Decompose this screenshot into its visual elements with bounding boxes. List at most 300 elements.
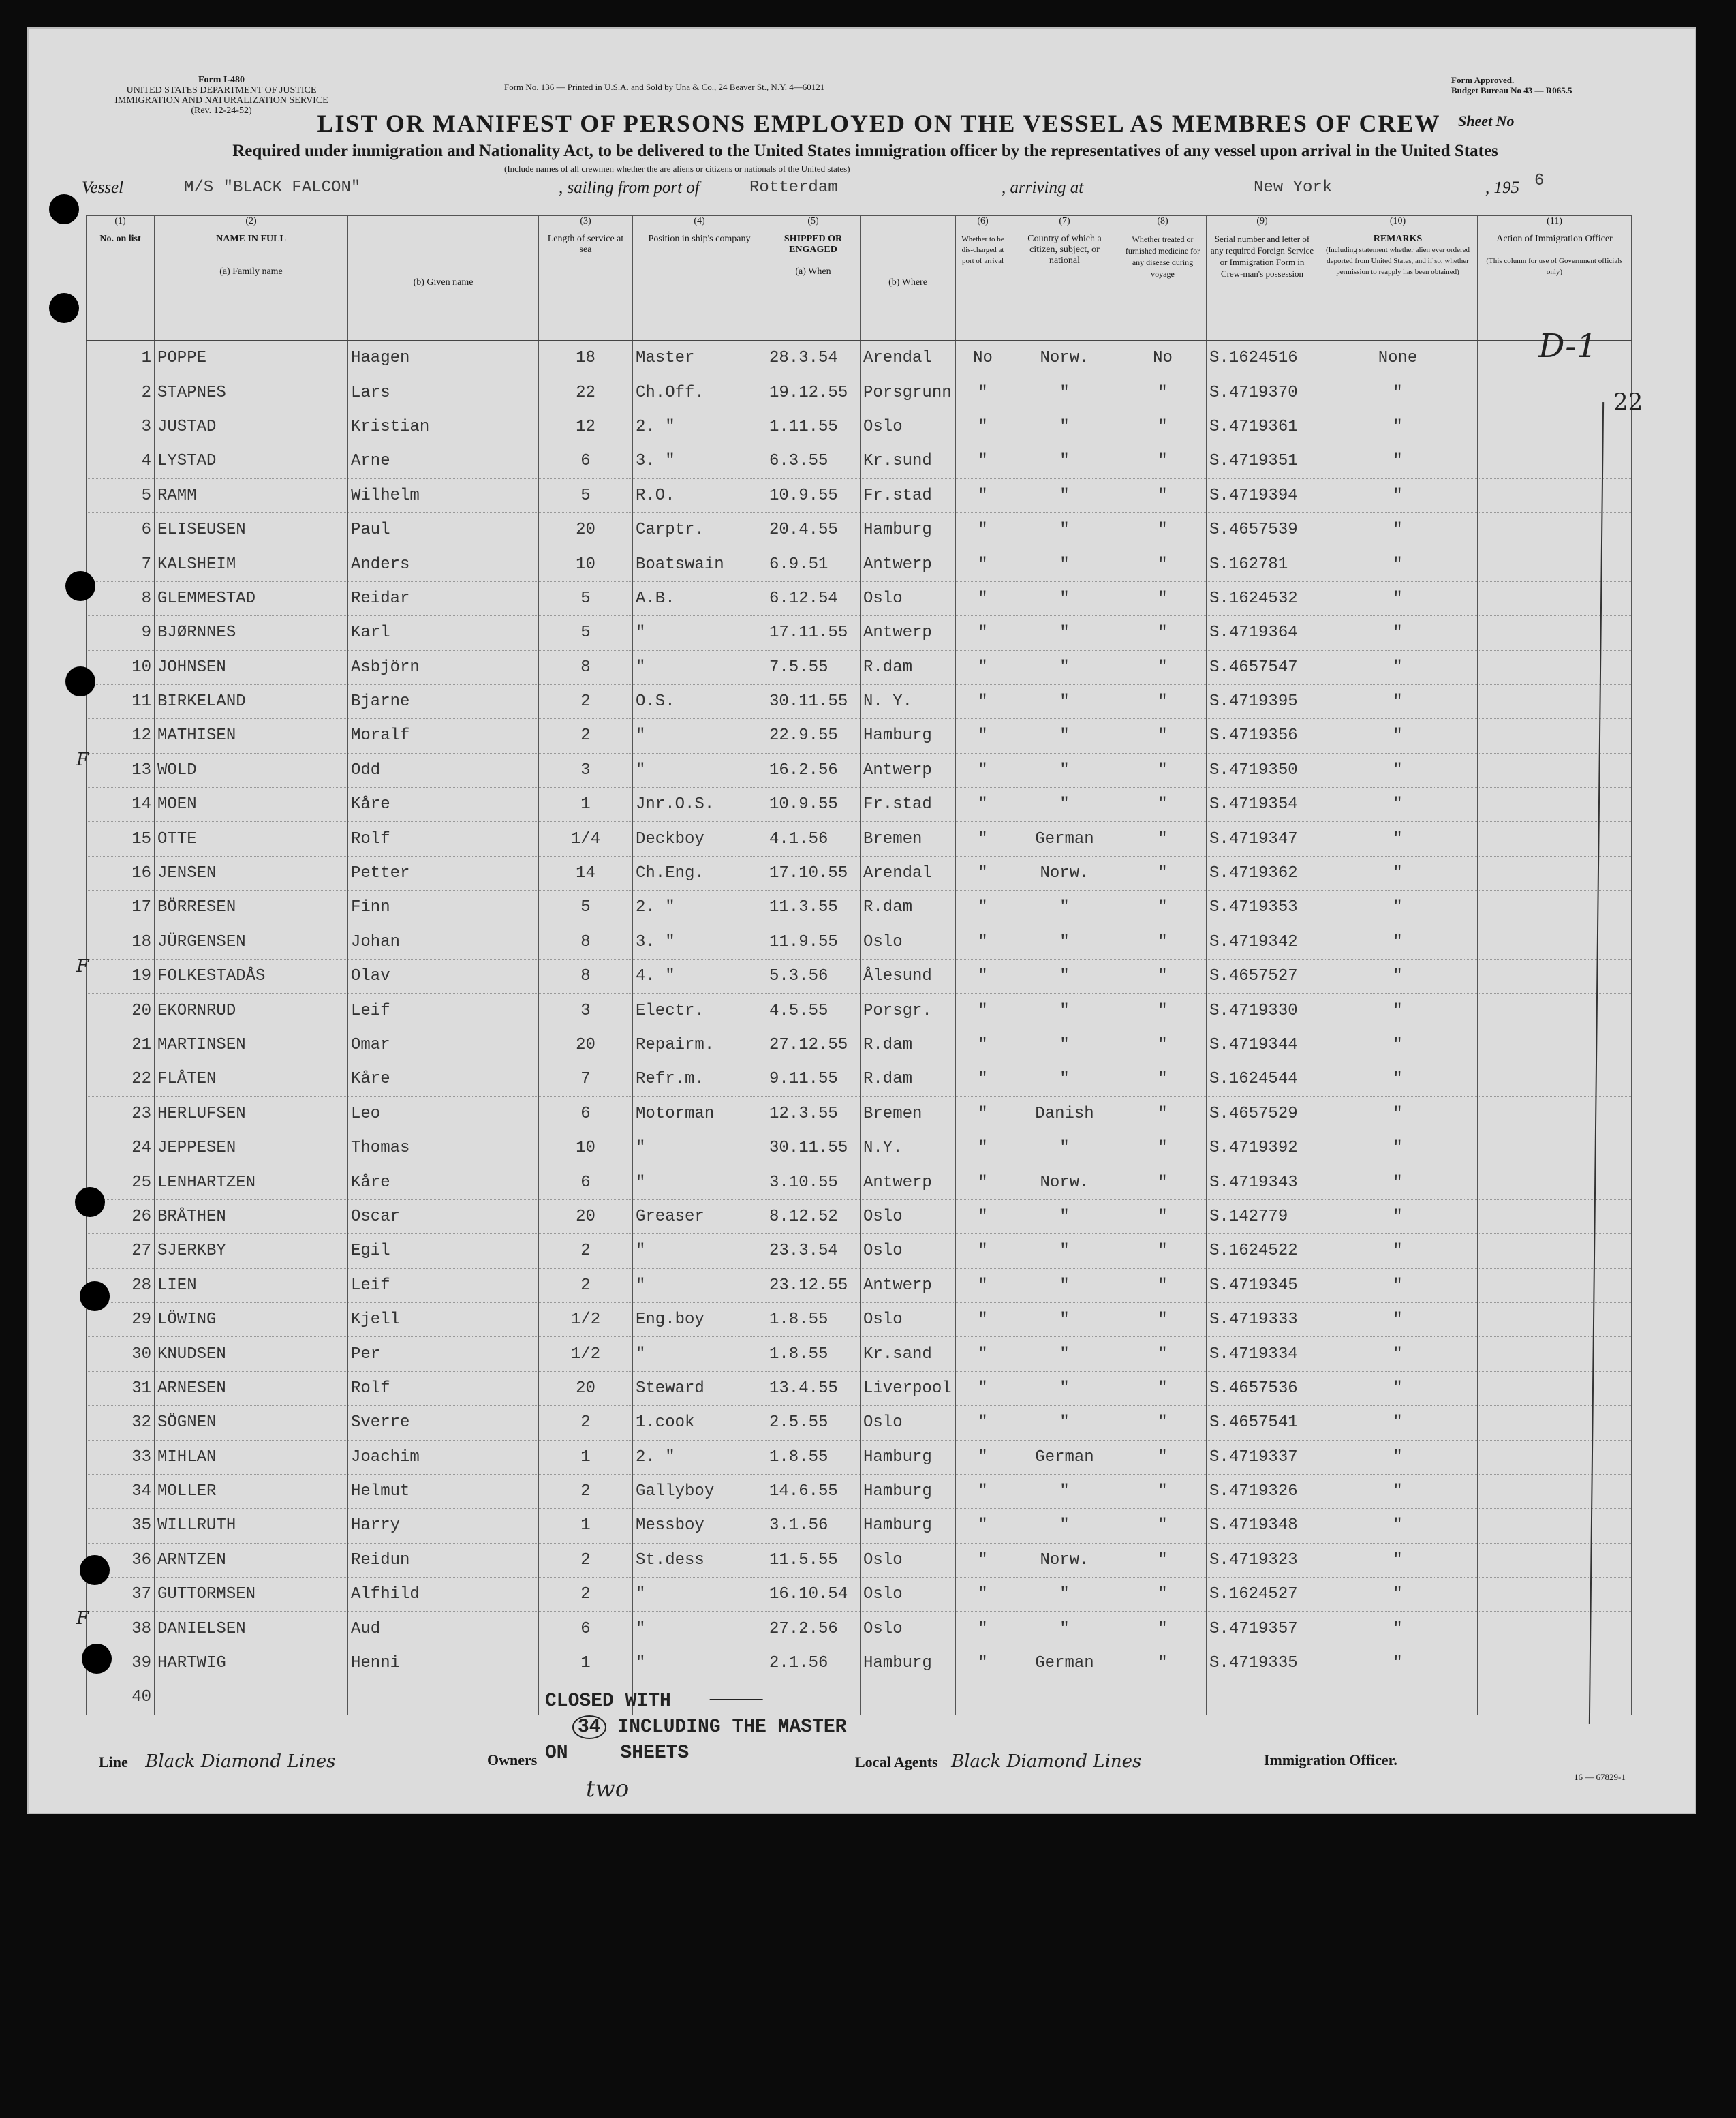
position-cell: St.dess: [633, 1543, 766, 1577]
shipped-where-cell: Hamburg: [861, 1509, 956, 1543]
country-cell: ": [1010, 1234, 1119, 1268]
shipped-when-cell: 20.4.55: [766, 512, 861, 547]
shipped-where-cell: Oslo: [861, 1406, 956, 1440]
shipped-where-cell: Fr.stad: [861, 478, 956, 512]
shipped-when-cell: 12.3.55: [766, 1096, 861, 1131]
sheet-number-label: Sheet No: [1458, 112, 1515, 129]
vessel-name: M/S "BLACK FALCON": [184, 179, 361, 197]
family-name-cell: BJØRNNES: [155, 616, 348, 650]
position-cell: ": [633, 650, 766, 684]
length-of-service-cell: 6: [539, 1612, 633, 1646]
serial-number-cell: S.4719353: [1207, 891, 1318, 925]
remarks-cell: ": [1318, 788, 1478, 822]
family-name-cell: GUTTORMSEN: [155, 1578, 348, 1612]
position-cell: Repairm.: [633, 1028, 766, 1062]
country-cell: ": [1010, 753, 1119, 787]
discharged-cell: ": [956, 1234, 1010, 1268]
length-of-service-cell: 10: [539, 547, 633, 581]
serial-number-cell: S.4719326: [1207, 1474, 1318, 1508]
country-cell: ": [1010, 719, 1119, 753]
shipped-when-cell: 6.3.55: [766, 444, 861, 478]
table-row: [87, 1680, 1632, 1715]
shipped-when-cell: 4.1.56: [766, 822, 861, 856]
family-name-cell: SÖGNEN: [155, 1406, 348, 1440]
serial-number-cell: S.4719357: [1207, 1612, 1318, 1646]
revision: (Rev. 12-24-52): [191, 106, 252, 116]
agents-label: Local Agents: [855, 1753, 938, 1770]
shipped-when-cell: 27.2.56: [766, 1612, 861, 1646]
shipped-when-cell: 22.9.55: [766, 719, 861, 753]
serial-number-cell: S.4719351: [1207, 444, 1318, 478]
header-length-service: (3) Length of service at sea: [539, 216, 633, 341]
length-of-service-cell: 7: [539, 1062, 633, 1096]
row-number-cell: 1: [87, 341, 155, 375]
serial-number-cell: S.4657541: [1207, 1406, 1318, 1440]
annotation-page-number: 22: [1613, 388, 1643, 416]
line-value: Black Diamond Lines: [145, 1751, 336, 1772]
line-label: Line: [99, 1753, 128, 1770]
officer-action-cell: [1478, 822, 1632, 856]
row-number-cell: 17: [87, 891, 155, 925]
discharged-cell: ": [956, 375, 1010, 410]
medicine-cell: ": [1119, 856, 1207, 890]
shipped-where-cell: Hamburg: [861, 512, 956, 547]
remarks-cell: ": [1318, 650, 1478, 684]
length-of-service-cell: 22: [539, 375, 633, 410]
family-name-cell: BRÅTHEN: [155, 1199, 348, 1233]
shipped-where-cell: Oslo: [861, 1199, 956, 1233]
discharged-cell: ": [956, 1509, 1010, 1543]
shipped-when-cell: 1.11.55: [766, 410, 861, 444]
shipped-when-cell: 4.5.55: [766, 994, 861, 1028]
row-number-cell: 16: [87, 856, 155, 890]
remarks-cell: ": [1318, 478, 1478, 512]
position-cell: Greaser: [633, 1199, 766, 1233]
shipped-when-cell: 1.8.55: [766, 1302, 861, 1336]
family-name-cell: FOLKESTADÅS: [155, 960, 348, 994]
discharged-cell: ": [956, 444, 1010, 478]
family-name-cell: HARTWIG: [155, 1646, 348, 1680]
shipped-when-cell: 6.9.51: [766, 547, 861, 581]
punch-hole: [65, 571, 95, 601]
department: UNITED STATES DEPARTMENT OF JUSTICE: [126, 85, 317, 95]
serial-number-cell: S.4719350: [1207, 753, 1318, 787]
position-cell: ": [633, 1131, 766, 1165]
country-cell: ": [1010, 891, 1119, 925]
country-cell: ": [1010, 1337, 1119, 1371]
country-cell: Danish: [1010, 1096, 1119, 1131]
remarks-cell: ": [1318, 753, 1478, 787]
shipped-where-cell: Hamburg: [861, 1440, 956, 1474]
given-name-cell: Rolf: [348, 1371, 539, 1405]
table-row: [87, 581, 1632, 615]
position-cell: 2. ": [633, 891, 766, 925]
discharged-cell: ": [956, 1406, 1010, 1440]
officer-action-cell: [1478, 1406, 1632, 1440]
header-family-name: (2) NAME IN FULL (a) Family name: [155, 216, 348, 341]
closing-stamp: [545, 1687, 846, 1766]
position-cell: 1.cook: [633, 1406, 766, 1440]
remarks-cell: ": [1318, 1371, 1478, 1405]
row-number-cell: 27: [87, 1234, 155, 1268]
shipped-when-cell: 14.6.55: [766, 1474, 861, 1508]
family-name-cell: DANIELSEN: [155, 1612, 348, 1646]
shipped-where-cell: Antwerp: [861, 1165, 956, 1199]
form-label: Form I-480: [198, 75, 245, 85]
row-number-cell: 34: [87, 1474, 155, 1508]
shipped-when-cell: 30.11.55: [766, 1131, 861, 1165]
position-cell: 3. ": [633, 925, 766, 959]
officer-action-cell: [1478, 1199, 1632, 1233]
agents-field: [855, 1751, 1141, 1772]
serial-number-cell: S.1624522: [1207, 1234, 1318, 1268]
given-name-cell: Thomas: [348, 1131, 539, 1165]
serial-number-cell: S.4719344: [1207, 1028, 1318, 1062]
position-cell: Ch.Off.: [633, 375, 766, 410]
shipped-where-cell: Oslo: [861, 1578, 956, 1612]
length-of-service-cell: 3: [539, 753, 633, 787]
officer-action-cell: [1478, 925, 1632, 959]
discharged-cell: ": [956, 1028, 1010, 1062]
medicine-cell: ": [1119, 822, 1207, 856]
remarks-cell: ": [1318, 822, 1478, 856]
position-cell: Ch.Eng.: [633, 856, 766, 890]
row-number-cell: 20: [87, 994, 155, 1028]
given-name-cell: Leif: [348, 1268, 539, 1302]
given-name-cell: Paul: [348, 512, 539, 547]
officer-action-cell: [1478, 788, 1632, 822]
serial-number-cell: S.4719370: [1207, 375, 1318, 410]
row-number-cell: 23: [87, 1096, 155, 1131]
medicine-cell: ": [1119, 1131, 1207, 1165]
serial-number-cell: S.1624544: [1207, 1062, 1318, 1096]
medicine-cell: ": [1119, 1165, 1207, 1199]
remarks-cell: [1318, 1680, 1478, 1715]
discharged-cell: ": [956, 1165, 1010, 1199]
country-cell: ": [1010, 581, 1119, 615]
country-cell: ": [1010, 410, 1119, 444]
subtitle-note: (Include names of all crewmen whether the are aliens or citizens or nationals of the United states): [504, 164, 850, 174]
sheets-text: SHEETS: [620, 1743, 689, 1764]
officer-action-cell: [1478, 753, 1632, 787]
discharged-cell: ": [956, 410, 1010, 444]
family-name-cell: HERLUFSEN: [155, 1096, 348, 1131]
length-of-service-cell: 3: [539, 994, 633, 1028]
position-cell: ": [633, 1234, 766, 1268]
row-number-cell: 25: [87, 1165, 155, 1199]
position-cell: ": [633, 1165, 766, 1199]
shipped-when-cell: 17.10.55: [766, 856, 861, 890]
length-of-service-cell: 2: [539, 1543, 633, 1577]
officer-action-cell: [1478, 1371, 1632, 1405]
given-name-cell: Leif: [348, 994, 539, 1028]
immigration-officer-label: Immigration Officer.: [1264, 1751, 1397, 1768]
shipped-when-cell: 11.3.55: [766, 891, 861, 925]
shipped-where-cell: Bremen: [861, 1096, 956, 1131]
discharged-cell: ": [956, 547, 1010, 581]
country-cell: ": [1010, 1406, 1119, 1440]
table-row: [87, 1406, 1632, 1440]
officer-action-cell: [1478, 547, 1632, 581]
discharged-cell: ": [956, 512, 1010, 547]
given-name-cell: Moralf: [348, 719, 539, 753]
medicine-cell: ": [1119, 1612, 1207, 1646]
header-action: (11) Action of Immigration Officer (This column for use of Government officials only): [1478, 216, 1632, 341]
medicine-cell: No: [1119, 341, 1207, 375]
position-cell: O.S.: [633, 684, 766, 718]
header-position: (4) Position in ship's company: [633, 216, 766, 341]
given-name-cell: Kjell: [348, 1302, 539, 1336]
officer-action-cell: [1478, 1302, 1632, 1336]
year-prefix: , 195: [1485, 179, 1519, 197]
officer-action-cell: [1478, 1440, 1632, 1474]
officer-action-cell: [1478, 684, 1632, 718]
serial-number-cell: S.4719343: [1207, 1165, 1318, 1199]
remarks-cell: ": [1318, 1646, 1478, 1680]
remarks-cell: ": [1318, 1028, 1478, 1062]
shipped-when-cell: 19.12.55: [766, 375, 861, 410]
given-name-cell: Kristian: [348, 410, 539, 444]
length-of-service-cell: 2: [539, 1578, 633, 1612]
shipped-when-cell: 13.4.55: [766, 1371, 861, 1405]
shipped-where-cell: Arendal: [861, 856, 956, 890]
given-name-cell: Finn: [348, 891, 539, 925]
annotation-f-row19: F: [76, 956, 89, 977]
remarks-cell: ": [1318, 581, 1478, 615]
family-name-cell: JOHNSEN: [155, 650, 348, 684]
serial-number-cell: S.4719361: [1207, 410, 1318, 444]
shipped-when-cell: 3.10.55: [766, 1165, 861, 1199]
table-row: [87, 1062, 1632, 1096]
row-number-cell: 39: [87, 1646, 155, 1680]
family-name-cell: LYSTAD: [155, 444, 348, 478]
medicine-cell: ": [1119, 788, 1207, 822]
shipped-where-cell: R.dam: [861, 1028, 956, 1062]
family-name-cell: MARTINSEN: [155, 1028, 348, 1062]
position-cell: ": [633, 1578, 766, 1612]
table-row: [87, 1543, 1632, 1577]
medicine-cell: [1119, 1680, 1207, 1715]
length-of-service-cell: 8: [539, 650, 633, 684]
officer-action-cell: [1478, 1028, 1632, 1062]
remarks-cell: ": [1318, 1234, 1478, 1268]
given-name-cell: Johan: [348, 925, 539, 959]
discharged-cell: No: [956, 341, 1010, 375]
serial-number-cell: S.4719392: [1207, 1131, 1318, 1165]
medicine-cell: ": [1119, 1028, 1207, 1062]
family-name-cell: LÖWING: [155, 1302, 348, 1336]
table-row: [87, 1268, 1632, 1302]
family-name-cell: RAMM: [155, 478, 348, 512]
family-name-cell: MOEN: [155, 788, 348, 822]
position-cell: ": [633, 719, 766, 753]
family-name-cell: EKORNRUD: [155, 994, 348, 1028]
remarks-cell: None: [1318, 341, 1478, 375]
sailing-port: Rotterdam: [749, 179, 838, 197]
position-cell: Gallyboy: [633, 1474, 766, 1508]
punch-hole: [49, 293, 79, 323]
shipped-where-cell: N. Y.: [861, 684, 956, 718]
remarks-cell: ": [1318, 1062, 1478, 1096]
table-row: [87, 478, 1632, 512]
length-of-service-cell: 14: [539, 856, 633, 890]
medicine-cell: ": [1119, 1543, 1207, 1577]
medicine-cell: ": [1119, 719, 1207, 753]
country-cell: ": [1010, 1509, 1119, 1543]
given-name-cell: Arne: [348, 444, 539, 478]
medicine-cell: ": [1119, 547, 1207, 581]
discharged-cell: ": [956, 719, 1010, 753]
service: IMMIGRATION AND NATURALIZATION SERVICE: [114, 95, 328, 106]
serial-number-cell: S.4719347: [1207, 822, 1318, 856]
given-name-cell: Haagen: [348, 341, 539, 375]
country-cell: ": [1010, 512, 1119, 547]
country-cell: ": [1010, 1578, 1119, 1612]
officer-action-cell: [1478, 1096, 1632, 1131]
serial-number-cell: S.4719337: [1207, 1440, 1318, 1474]
table-row: [87, 1371, 1632, 1405]
table-row: [87, 960, 1632, 994]
medicine-cell: ": [1119, 478, 1207, 512]
table-row: [87, 1509, 1632, 1543]
length-of-service-cell: 20: [539, 1371, 633, 1405]
family-name-cell: JEPPESEN: [155, 1131, 348, 1165]
row-number-cell: 24: [87, 1131, 155, 1165]
shipped-when-cell: 9.11.55: [766, 1062, 861, 1096]
family-name-cell: POPPE: [155, 341, 348, 375]
table-row: [87, 512, 1632, 547]
serial-number-cell: S.4719345: [1207, 1268, 1318, 1302]
position-cell: ": [633, 1268, 766, 1302]
header-medicine: (8) Whether treated or furnished medicine for any disease during voyage: [1119, 216, 1207, 341]
position-cell: A.B.: [633, 581, 766, 615]
year-suffix: 6: [1534, 172, 1545, 190]
officer-action-cell: [1478, 1680, 1632, 1715]
form-approval: [1451, 75, 1572, 95]
position-cell: ": [633, 1337, 766, 1371]
discharged-cell: ": [956, 994, 1010, 1028]
country-cell: ": [1010, 616, 1119, 650]
punch-hole: [65, 666, 95, 696]
length-of-service-cell: 8: [539, 960, 633, 994]
given-name-cell: Egil: [348, 1234, 539, 1268]
shipped-where-cell: Ålesund: [861, 960, 956, 994]
given-name-cell: Helmut: [348, 1474, 539, 1508]
country-cell: ": [1010, 1131, 1119, 1165]
family-name-cell: KNUDSEN: [155, 1337, 348, 1371]
row-number-cell: 15: [87, 822, 155, 856]
officer-action-cell: [1478, 444, 1632, 478]
shipped-where-cell: Hamburg: [861, 719, 956, 753]
given-name-cell: Kåre: [348, 1062, 539, 1096]
table-row: [87, 410, 1632, 444]
position-cell: ": [633, 1612, 766, 1646]
table-row: [87, 788, 1632, 822]
discharged-cell: ": [956, 1302, 1010, 1336]
officer-action-cell: [1478, 1165, 1632, 1199]
length-of-service-cell: 20: [539, 512, 633, 547]
given-name-cell: Odd: [348, 753, 539, 787]
country-cell: ": [1010, 478, 1119, 512]
table-row: [87, 1612, 1632, 1646]
country-cell: ": [1010, 925, 1119, 959]
family-name-cell: WOLD: [155, 753, 348, 787]
shipped-when-cell: 28.3.54: [766, 341, 861, 375]
manifest-sheet: [27, 27, 1696, 1814]
medicine-cell: ": [1119, 1578, 1207, 1612]
punch-hole: [49, 194, 79, 224]
shipped-where-cell: R.dam: [861, 650, 956, 684]
country-cell: German: [1010, 822, 1119, 856]
on-text: ON: [545, 1743, 568, 1764]
position-cell: Jnr.O.S.: [633, 788, 766, 822]
country-cell: [1010, 1680, 1119, 1715]
serial-number-cell: S.4719356: [1207, 719, 1318, 753]
remarks-cell: ": [1318, 1096, 1478, 1131]
row-number-cell: 26: [87, 1199, 155, 1233]
officer-action-cell: [1478, 891, 1632, 925]
length-of-service-cell: 8: [539, 925, 633, 959]
country-cell: ": [1010, 960, 1119, 994]
country-cell: ": [1010, 1028, 1119, 1062]
table-row: [87, 994, 1632, 1028]
officer-action-cell: [1478, 719, 1632, 753]
given-name-cell: Petter: [348, 856, 539, 890]
given-name-cell: Joachim: [348, 1440, 539, 1474]
officer-action-cell: [1478, 1234, 1632, 1268]
shipped-when-cell: 16.2.56: [766, 753, 861, 787]
country-cell: ": [1010, 1302, 1119, 1336]
serial-number-cell: S.162781: [1207, 547, 1318, 581]
given-name-cell: Kåre: [348, 1165, 539, 1199]
serial-number-cell: S.4719323: [1207, 1543, 1318, 1577]
row-number-cell: 9: [87, 616, 155, 650]
country-cell: ": [1010, 1371, 1119, 1405]
family-name-cell: KALSHEIM: [155, 547, 348, 581]
given-name-cell: Karl: [348, 616, 539, 650]
shipped-where-cell: Kr.sund: [861, 444, 956, 478]
serial-number-cell: S.4657539: [1207, 512, 1318, 547]
position-cell: Carptr.: [633, 512, 766, 547]
row-number-cell: 21: [87, 1028, 155, 1062]
shipped-where-cell: Oslo: [861, 1234, 956, 1268]
remarks-cell: ": [1318, 1543, 1478, 1577]
serial-number-cell: S.4657536: [1207, 1371, 1318, 1405]
position-cell: Electr.: [633, 994, 766, 1028]
medicine-cell: ": [1119, 444, 1207, 478]
serial-number-cell: S.4719348: [1207, 1509, 1318, 1543]
position-cell: Deckboy: [633, 822, 766, 856]
given-name-cell: Sverre: [348, 1406, 539, 1440]
handwritten-sheet-count: two: [586, 1775, 630, 1802]
country-cell: ": [1010, 1062, 1119, 1096]
country-cell: Norw.: [1010, 856, 1119, 890]
discharged-cell: ": [956, 1131, 1010, 1165]
medicine-cell: ": [1119, 410, 1207, 444]
position-cell: ": [633, 753, 766, 787]
remarks-cell: ": [1318, 616, 1478, 650]
country-cell: ": [1010, 547, 1119, 581]
row-number-cell: 28: [87, 1268, 155, 1302]
family-name-cell: ELISEUSEN: [155, 512, 348, 547]
discharged-cell: ": [956, 1646, 1010, 1680]
line-field: [99, 1751, 335, 1772]
position-cell: Boatswain: [633, 547, 766, 581]
discharged-cell: ": [956, 650, 1010, 684]
officer-action-cell: [1478, 1337, 1632, 1371]
crew-table: [86, 215, 1632, 1715]
family-name-cell: WILLRUTH: [155, 1509, 348, 1543]
